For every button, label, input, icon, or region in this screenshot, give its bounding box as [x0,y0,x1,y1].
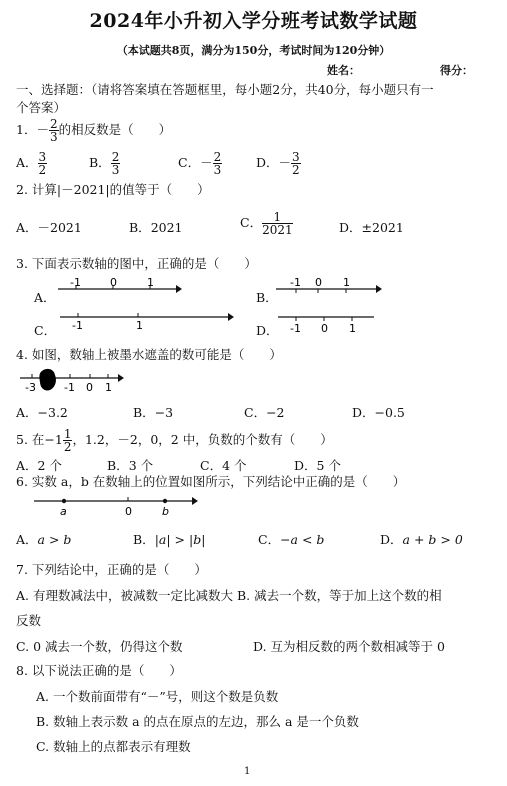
q4-option-c [244,403,285,421]
option-value: 2 个 [37,458,62,473]
option-value: 4 个 [222,458,247,473]
option-label: B． [89,155,111,170]
exam-info: （本试题共8页，满分为150分，考试时间为120分钟） [116,44,391,57]
option-label: D． [294,458,317,473]
option-fraction [213,151,223,176]
q6-option-a [16,530,71,548]
q1-prefix: 1． [16,122,37,137]
numerator: 1 [63,427,72,441]
option-label: C． [244,405,267,420]
q8-option-b: B. 数轴上表示数 a 的点在原点的左边，那么 a 是一个负数 [36,714,359,729]
q5-mixed-whole: −1 [44,432,63,447]
q2-option-d [339,218,404,236]
option-label: C． [178,155,201,170]
option-value: 2021 [150,220,183,235]
question-8: 8. 以下说法正确的是（ ） [16,663,182,678]
point-label: 0 [125,505,132,518]
option-label: D． [339,220,362,235]
q3-option-b-label: B． [256,290,278,305]
page-title: 2024年小升初入学分班考试数学试题 [89,10,418,32]
question-4: 4. 如图，数轴上被墨水遮盖的数可能是（ ） [16,347,282,362]
option-label: A． [16,405,38,420]
option-sign: － [200,155,213,170]
tick-label: 1 [349,322,356,335]
tick-label: -1 [64,381,75,394]
denominator: 2021 [262,223,293,237]
tick-label: 1 [136,319,143,332]
numerator: 3 [38,150,47,164]
option-fraction [38,151,48,176]
q4-numberline [20,368,130,394]
option-value: −0.5 [374,405,405,420]
option-value: −2 [266,405,285,420]
q1-suffix: 的相反数是（ ） [58,122,172,137]
question-5 [16,428,333,453]
option-value: a + b > 0 [402,532,463,547]
q3-numberline-b [276,278,386,298]
section-heading-cont: 个答案） [16,100,67,115]
q3-numberline-c [60,310,240,330]
option-label: C． [200,458,223,473]
option-label: A． [16,220,38,235]
option-value: −a < b [280,532,325,547]
numerator: 2 [213,150,222,164]
tick-label: -3 [25,381,36,394]
q1-option-a [16,151,47,176]
option-label: B． [107,458,129,473]
q1-num: 2 [49,117,58,131]
q3-numberline-d [278,310,378,334]
tick-label: 0 [86,381,93,394]
denominator: 3 [213,163,222,177]
q3-option-d-label: D． [256,323,279,338]
point-label: a [60,505,67,518]
numerator: 2 [111,150,120,164]
option-value: 5 个 [316,458,341,473]
q4-option-d [352,403,405,421]
tick-label: 1 [105,381,112,394]
q2-option-a [16,218,82,236]
score-label: 得分： [440,64,473,77]
option-label: B． [133,532,155,547]
tick-label: -1 [290,276,301,289]
q7-option-b-cont: 反数 [16,613,42,628]
option-value: −3.2 [37,405,68,420]
q3-option-a-label: A． [34,290,56,305]
q6-numberline [34,494,204,518]
q1-den: 3 [49,130,58,144]
option-label: D． [352,405,375,420]
option-value: 3 个 [128,458,154,473]
q4-option-b [133,403,173,421]
tick-label: 0 [315,276,322,289]
q2-option-b [129,218,183,236]
q1-option-b [89,151,120,176]
q7-option-c: C. 0 减去一个数，仍得这个数 [16,639,183,654]
denominator: 2 [38,163,47,177]
option-label: B． [129,220,151,235]
question-2: 2. 计算|－2021|的值等于（ ） [16,182,210,197]
q7-option-ab: A. 有理数减法中，被减数一定比减数大 B. 减去一个数，等于加上这个数的相 [16,588,442,603]
denominator: 2 [292,163,300,177]
option-value: －2021 [37,220,82,235]
q1-fraction [49,118,59,143]
q6-option-d [380,530,463,548]
tick-label: -1 [70,276,81,289]
denominator: 3 [111,163,120,177]
tick-label: 1 [147,276,154,289]
point-label: b [162,505,169,518]
tick-label: 1 [343,276,350,289]
q2-option-c [240,211,293,236]
q8-option-a: A. 一个数前面带有“－”号，则这个数是负数 [36,689,279,704]
option-sign: － [278,155,292,170]
option-label: A． [16,458,38,473]
option-label: C． [258,532,281,547]
option-value: −3 [154,405,174,420]
q8-option-c: C. 数轴上的点都表示有理数 [36,739,191,754]
option-label: B． [133,405,155,420]
tick-label: 0 [321,322,328,335]
tick-label: 0 [110,276,117,289]
option-label: A． [16,155,38,170]
section-heading: 一、选择题：（请将答案填在答题框里，每小题2分，共40分，每小题只有一 [16,82,434,97]
option-label: D． [256,155,279,170]
option-fraction [262,211,293,236]
q6-option-c [258,530,324,548]
q3-numberline-a [58,278,178,298]
numerator: 1 [262,211,293,224]
page-number: 1 [244,766,251,777]
q1-option-c [178,151,222,176]
option-value: |a| > |b| [154,532,206,547]
q1-option-d [256,151,301,176]
tick-label: -1 [72,319,83,332]
option-fraction [111,151,121,176]
question-7: 7. 下列结论中，正确的是（ ） [16,562,207,577]
q1-minus: － [36,122,49,137]
name-label: 姓名： [327,64,360,77]
option-label: A． [16,532,38,547]
question-1 [16,118,171,143]
denominator: 2 [63,440,72,454]
q6-option-b [133,530,205,548]
q5-pre: 5. 在 [16,432,45,447]
option-fraction [291,151,301,176]
q7-option-d: D. 互为相反数的两个数相减等于 0 [253,639,445,654]
option-label: C． [240,215,263,230]
question-6: 6. 实数 a，b 在数轴上的位置如图所示，下列结论中正确的是（ ） [16,474,406,489]
q5-post: ，1.2，－2，0，2 中，负数的个数有（ ） [72,432,333,447]
tick-label: -1 [290,322,301,335]
option-value: ±2021 [361,220,404,235]
q4-option-a [16,403,68,421]
question-3: 3. 下面表示数轴的图中，正确的是（ ） [16,256,257,271]
option-label: D． [380,532,403,547]
ink-blot-icon [39,369,56,391]
q3-option-c-label: C． [34,323,57,338]
option-value: a > b [37,532,72,547]
numerator: 3 [292,150,300,164]
